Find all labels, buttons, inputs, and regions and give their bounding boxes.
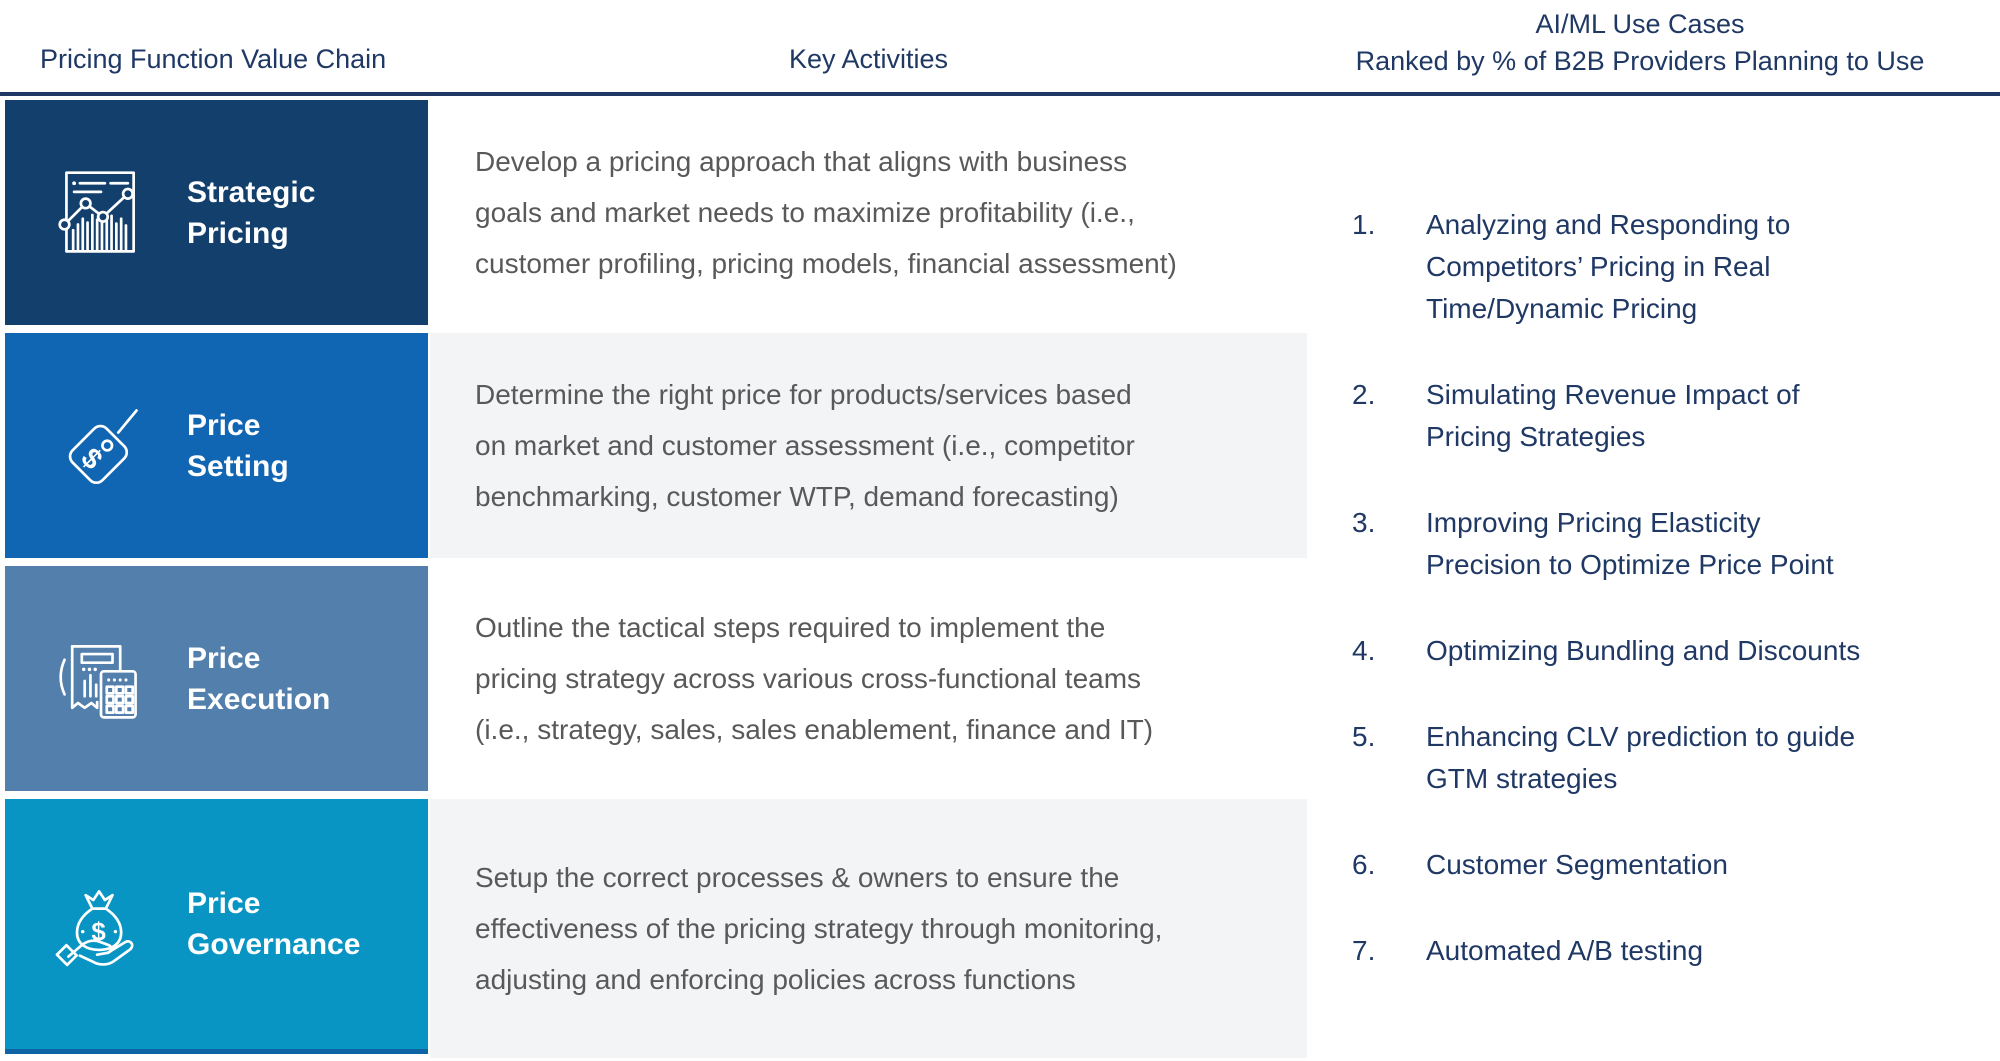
block-label-price-governance: Price Governance [187, 887, 361, 961]
header-divider [0, 92, 2000, 96]
header-value-chain: Pricing Function Value Chain [40, 44, 387, 74]
svg-text:$: $ [74, 441, 109, 476]
activity-strategic-pricing: Develop a pricing approach that aligns with business goals and market needs to maximize profitability (i.e., customer profiling, pricing models, financial assessment) [475, 146, 1177, 279]
use-case-item-3: 3. Improving Pricing Elasticity Precision to Optimize Price Point [1352, 507, 1834, 580]
block-label-price-setting: Price Setting [187, 408, 289, 483]
header-aiml-use-cases [1310, 6, 1970, 80]
block-label-price-execution: Price Execution [187, 641, 331, 716]
activity-price-governance: Setup the correct processes & owners to ensure the effectiveness of the pricing strategy through monitoring, adjusting and enforcing policies across functions [430, 799, 1307, 1058]
value-chain-bottom-border [5, 1049, 428, 1054]
block-strategic-pricing [5, 100, 428, 325]
block-price-setting [5, 333, 428, 558]
header-key-activities: Key Activities [788, 44, 949, 74]
header-aiml-line2: Ranked by % of B2B Providers Planning to Use [1355, 46, 1925, 76]
block-price-execution [5, 566, 428, 791]
money-bag-hand-icon [53, 876, 149, 972]
price-tag-icon [53, 398, 149, 494]
use-case-list [1352, 204, 1982, 972]
block-price-governance [5, 799, 428, 1049]
use-case-item-5: 5. Enhancing CLV prediction to guide GTM strategies [1352, 721, 1856, 794]
header-aiml-line1: AI/ML Use Cases [1535, 9, 1745, 39]
svg-text:$: $ [91, 918, 106, 947]
use-case-item-4: 4. Optimizing Bundling and Discounts [1352, 635, 1861, 666]
block-label-strategic-pricing: Strategic Pricing [187, 175, 316, 250]
use-case-item-7: 7. Automated A/B testing [1352, 935, 1704, 966]
use-case-item-6: 6. Customer Segmentation [1352, 849, 1728, 880]
receipt-calculator-icon [53, 631, 149, 727]
use-case-item-1: 1. Analyzing and Responding to Competitors’ Pricing in Real Time/Dynamic Pricing [1352, 209, 1791, 324]
activity-price-setting: Determine the right price for products/services based on market and customer assessment (i.e., competitor benchmarking, customer WTP, demand forecasting) [430, 333, 1307, 558]
chart-icon [53, 165, 149, 261]
use-case-item-2: 2. Simulating Revenue Impact of Pricing Strategies [1352, 379, 1800, 452]
activity-price-execution: Outline the tactical steps required to implement the pricing strategy across various cross-functional teams (i.e., strategy, sales, sales enablement, finance and IT) [475, 612, 1154, 745]
